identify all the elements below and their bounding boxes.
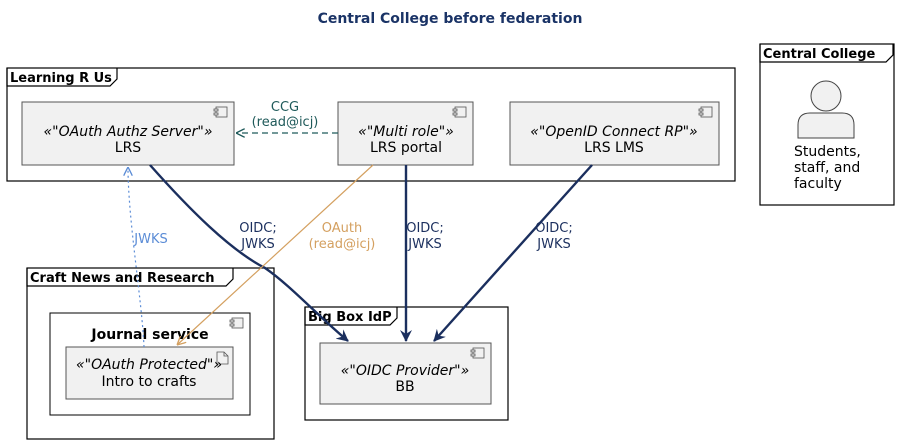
component-icon — [471, 348, 484, 358]
lms-name: LRS LMS — [584, 140, 644, 156]
intro-name: Intro to crafts — [101, 374, 197, 390]
actor-label-line-2: staff, and — [794, 160, 861, 176]
bb-name: BB — [395, 379, 415, 395]
bb-stereotype: «"OIDC Provider"» — [340, 363, 470, 379]
edge-oidc-lrs-label-2: JWKS — [241, 237, 275, 252]
edge-oidc-portal-label-2: JWKS — [408, 237, 442, 252]
component-bb[interactable] — [320, 343, 491, 404]
component-icon — [230, 318, 243, 328]
edge-oidc-lrs-label-1: OIDC; — [239, 221, 277, 236]
component-lrs-lms[interactable] — [510, 102, 719, 165]
portal-stereotype: «"Multi role"» — [358, 124, 454, 140]
edge-jwks-label: JWKS — [134, 232, 168, 247]
component-icon — [453, 107, 466, 117]
actor-body — [798, 113, 854, 138]
diagram-title: Central College before federation — [317, 11, 583, 27]
lrs-name: LRS — [114, 140, 142, 156]
lrs-stereotype: «"OAuth Authz Server"» — [43, 124, 213, 140]
edge-oidc-lms-label-2: JWKS — [537, 237, 571, 252]
actor-label-line-3: faculty — [794, 176, 842, 192]
frame-label-bigbox: Big Box IdP — [308, 310, 392, 325]
frame-label-craft: Craft News and Research — [30, 271, 215, 286]
edge-oidc-portal-label-1: OIDC; — [406, 221, 444, 236]
intro-stereotype: «"OAuth Protected"» — [76, 357, 222, 373]
component-lrs-portal[interactable] — [338, 102, 473, 165]
frame-label-learning: Learning R Us — [10, 71, 112, 86]
artifact-intro-to-crafts[interactable] — [66, 347, 233, 399]
edge-oauth-label-1: OAuth — [321, 221, 363, 236]
edge-oidc-lms[interactable] — [434, 165, 592, 341]
edge-ccg-label-1: CCG — [270, 100, 300, 115]
edge-oidc-lms-label-1: OIDC; — [535, 221, 573, 236]
portal-name: LRS portal — [369, 140, 443, 156]
component-lrs[interactable] — [22, 102, 234, 165]
component-icon — [214, 107, 227, 117]
edge-oidc-portal[interactable] — [406, 165, 444, 341]
actor-head — [811, 81, 841, 111]
lms-stereotype: «"OpenID Connect RP"» — [530, 124, 698, 140]
edge-ccg-label-2: (read@icj) — [251, 115, 319, 130]
component-icon — [699, 107, 712, 117]
edge-ccg[interactable] — [236, 100, 338, 133]
journal-name: Journal service — [91, 327, 209, 343]
actor-students-staff-faculty[interactable] — [794, 81, 861, 192]
frame-label-central: Central College — [763, 47, 876, 62]
edge-oauth-label-2: (read@icj) — [308, 237, 376, 252]
actor-label-line-1: Students, — [794, 144, 861, 160]
